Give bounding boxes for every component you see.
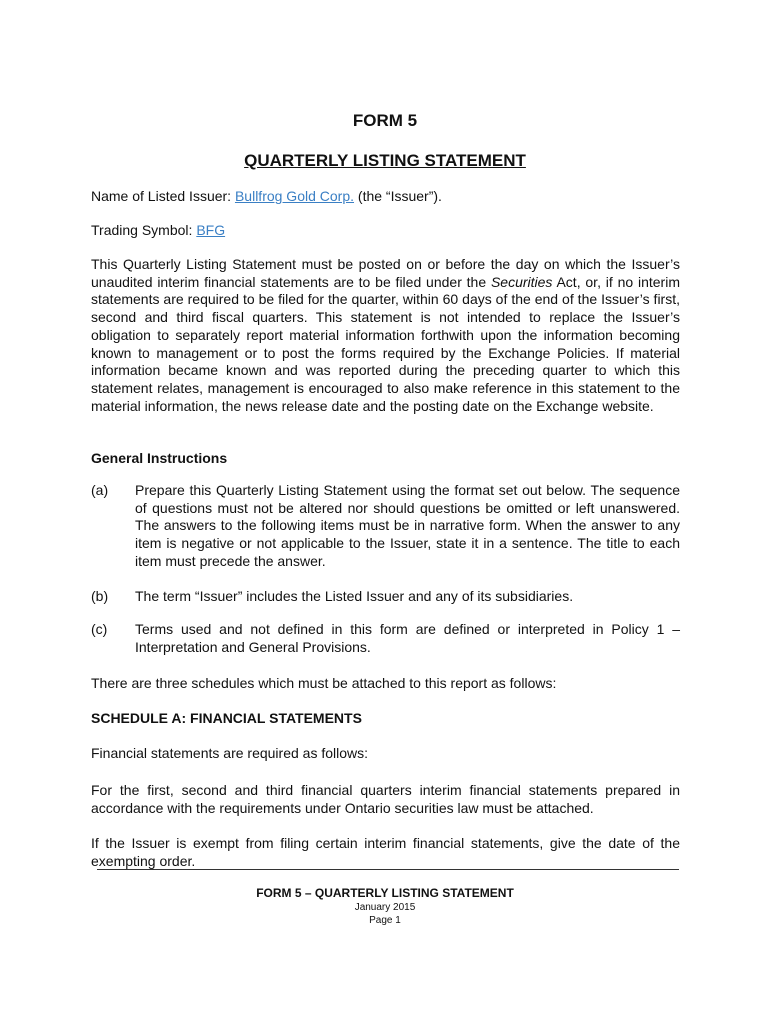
instruction-text-a: Prepare this Quarterly Listing Statement using the format set out below. The sequence of questions must not be altered nor should questions be omitted or left unanswered. The answers to the following items must be in narrative form. When the answer to any item is negative or not applicable to the Issuer, state it in a sentence. The title to each item must precede the answer.: [135, 482, 680, 569]
instruction-marker-a: (a): [91, 482, 109, 498]
schedule-a-paragraph-1: Financial statements are required as follows:: [91, 745, 369, 761]
general-instructions-heading: General Instructions: [91, 450, 228, 466]
trading-symbol-line: [91, 222, 225, 238]
trading-symbol-link[interactable]: BFG: [196, 222, 226, 238]
instruction-item-a: [91, 482, 680, 571]
schedule-a-paragraph-3: If the Issuer is exempt from filing certain interim financial statements, give the date of the exempting order.: [91, 835, 680, 869]
intro-paragraph: [91, 256, 680, 415]
instruction-text-c: Terms used and not defined in this form are defined or interpreted in Policy 1 – Interpretation and General Provisions.: [135, 621, 680, 655]
instruction-item-b: [91, 588, 680, 606]
form-title: FORM 5: [352, 111, 418, 130]
intro-italic: Securities: [490, 273, 553, 290]
intro-text-2: Act, or, if no interim statements are required to be filed for the quarter, within 60 days of the end of the Issuer’s first, second and third fiscal quarters. This statement is not intended to replace the Issuer’s obligation to separately report material information forthwith upon the information becoming known to management or to post the forms required by the Exchange Policies. If material information became known and was reported during the preceding quarter to which this statement relates, management is encouraged to also make reference in this statement to the material information, the news release date and the posting date on the Exchange website.: [91, 273, 680, 414]
footer-divider: [97, 869, 679, 870]
instruction-marker-c: (c): [91, 621, 108, 637]
footer-date: January 2015: [354, 902, 416, 913]
schedule-a-paragraph-2: For the first, second and third financial quarters interim financial statements prepared in accordance with the requirements under Ontario securities law must be attached.: [91, 782, 680, 816]
instruction-text-b: The term “Issuer” includes the Listed Issuer and any of its subsidiaries.: [135, 588, 574, 604]
form-subtitle: QUARTERLY LISTING STATEMENT: [244, 151, 526, 170]
footer-title: FORM 5 – QUARTERLY LISTING STATEMENT: [256, 886, 514, 900]
issuer-name-line: [91, 188, 442, 204]
issuer-name-suffix: (the “Issuer”).: [354, 188, 442, 204]
issuer-name-link[interactable]: Bullfrog Gold Corp.: [234, 188, 355, 204]
schedules-intro: There are three schedules which must be attached to this report as follows:: [91, 675, 557, 691]
instruction-marker-b: (b): [91, 588, 109, 604]
footer-page-number: Page 1: [369, 915, 401, 926]
intro-text-1: This Quarterly Listing Statement must be posted on or before the day on which the Issuer’s unaudited interim financial statements are to be filed under the: [91, 256, 680, 290]
trading-symbol-label: Trading Symbol:: [91, 222, 197, 238]
instruction-item-c: [91, 621, 680, 656]
issuer-name-label: Name of Listed Issuer:: [91, 188, 235, 204]
schedule-a-heading: SCHEDULE A: FINANCIAL STATEMENTS: [91, 710, 362, 726]
